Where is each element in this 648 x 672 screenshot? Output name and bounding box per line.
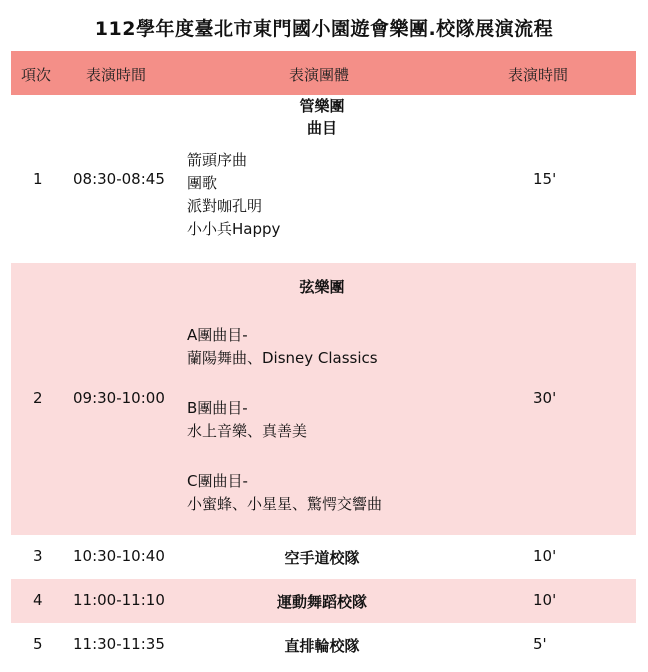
row-number: 5 — [33, 635, 43, 653]
group-name: 弦樂團 — [299, 278, 345, 296]
piece-group-label: C團曲目- — [187, 472, 248, 490]
row-number: 2 — [33, 389, 43, 407]
header-no: 項次 — [21, 66, 52, 84]
piece: 蘭陽舞曲、Disney Classics — [187, 349, 378, 367]
row-number: 4 — [33, 591, 43, 609]
piece: 派對咖孔明 — [187, 197, 263, 215]
piece-list — [187, 324, 382, 516]
header-group: 表演團體 — [289, 66, 350, 84]
table-row — [11, 95, 636, 263]
group-name: 空手道校隊 — [284, 549, 360, 567]
table-row — [11, 623, 636, 667]
table-header — [11, 51, 636, 95]
page-title: 112學年度臺北市東門國小園遊會樂團.校隊展演流程 — [94, 18, 554, 40]
header-time: 表演時間 — [86, 66, 147, 84]
table-row — [11, 263, 636, 535]
group-name: 直排輪校隊 — [284, 637, 360, 655]
group-name: 管樂團 — [299, 97, 345, 115]
piece-group-label: B團曲目- — [187, 399, 248, 417]
group-name: 運動舞蹈校隊 — [276, 593, 367, 611]
header-duration: 表演時間 — [508, 66, 569, 84]
row-time: 11:00-11:10 — [73, 591, 165, 609]
row-time: 10:30-10:40 — [73, 547, 165, 565]
row-time: 08:30-08:45 — [73, 170, 165, 188]
row-duration: 15' — [533, 170, 557, 188]
piece: 小蜜蜂、小星星、驚愕交響曲 — [187, 495, 383, 513]
schedule-table — [11, 51, 636, 667]
row-duration: 10' — [533, 591, 557, 609]
piece: 水上音樂、真善美 — [187, 422, 308, 440]
row-duration: 10' — [533, 547, 557, 565]
row-duration: 5' — [533, 635, 547, 653]
table-row — [11, 535, 636, 579]
table-row — [11, 579, 636, 623]
row-number: 3 — [33, 547, 43, 565]
row-time: 11:30-11:35 — [73, 635, 165, 653]
row-number: 1 — [33, 170, 43, 188]
piece: 箭頭序曲 — [187, 151, 248, 169]
group-subtitle: 曲目 — [306, 119, 337, 137]
row-time: 09:30-10:00 — [73, 389, 165, 407]
row-duration: 30' — [533, 389, 557, 407]
piece: 團歌 — [187, 174, 218, 192]
piece: 小小兵Happy — [187, 220, 281, 238]
piece-group-label: A團曲目- — [187, 326, 248, 344]
piece-list — [187, 149, 280, 241]
